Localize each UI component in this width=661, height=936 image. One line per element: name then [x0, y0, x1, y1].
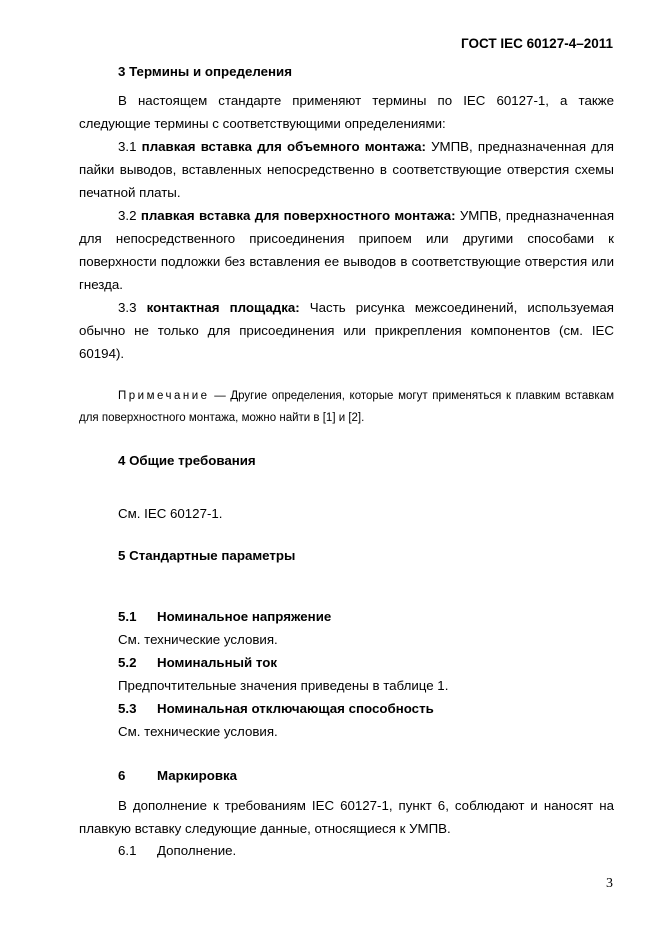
- subsection-5-2-title: Номинальный ток: [157, 655, 277, 670]
- note-label: Примечание: [118, 390, 210, 402]
- subsection-5-2-text: Предпочтительные значения приведены в таблице 1.: [118, 678, 449, 693]
- subsection-5-1-title: Номинальное напряжение: [157, 609, 332, 624]
- term-3-2-number: 3.2: [118, 208, 137, 223]
- term-3-3: [79, 296, 614, 365]
- term-3-1: [79, 135, 614, 204]
- term-3-2-definition: УМПВ, предназначенная для непосредственного присоединения припоем или другими способами к поверхности подложки без вставления ее выводов в соответствующие отверстия или гнезда.: [79, 208, 615, 292]
- section-6-title: Маркировка: [157, 768, 238, 783]
- section-4-heading: 4 Общие требования: [118, 453, 256, 468]
- section-4-text: См. IEC 60127-1.: [118, 506, 223, 521]
- subsection-5-3-title: Номинальная отключающая способность: [157, 701, 434, 716]
- subsection-6-1-number: 6.1: [118, 843, 137, 858]
- section-3-intro: В настоящем стандарте применяют термины по IEC 60127-1, а также следующие термины с соответствующими определениями:: [79, 93, 614, 131]
- subsection-5-2-number: 5.2: [118, 655, 137, 670]
- section-5-heading: 5 Стандартные параметры: [118, 548, 296, 563]
- subsection-5-1-number: 5.1: [118, 609, 137, 624]
- term-3-3-definition: Часть рисунка межсоединений, используемая обычно не только для присоединения или прикрепления компонентов (см. IEC 60194).: [79, 300, 614, 361]
- subsection-5-1-text: См. технические условия.: [118, 632, 278, 647]
- term-3-1-term: плавкая вставка для объемного монтажа:: [141, 139, 426, 154]
- term-3-3-number: 3.3: [118, 300, 137, 315]
- note: [79, 385, 614, 429]
- term-3-3-term: контактная площадка:: [146, 300, 300, 315]
- term-3-2-term: плавкая вставка для поверхностного монтажа:: [140, 208, 456, 223]
- subsection-6-1-heading: [118, 843, 236, 858]
- subsection-5-3-heading: [118, 701, 434, 716]
- term-3-1-definition: УМПВ, предназначенная для пайки выводов, вставленных непосредственно в соответствующие отверстия схемы печатной платы.: [79, 139, 614, 200]
- note-text: — Другие определения, которые могут применяться к плавким вставкам для поверхностного монтажа, можно найти в [1] и [2].: [79, 390, 614, 424]
- section-6-number: 6: [118, 768, 126, 783]
- subsection-5-3-number: 5.3: [118, 701, 137, 716]
- subsection-5-2-heading: [118, 655, 277, 670]
- subsection-5-3-text: См. технические условия.: [118, 724, 278, 739]
- section-6-heading: [118, 768, 237, 783]
- term-3-2: [79, 204, 614, 296]
- subsection-5-1-heading: [118, 609, 331, 624]
- document-code-header: ГОСТ IEC 60127-4–2011: [461, 36, 613, 51]
- section-3-heading: 3 Термины и определения: [118, 64, 292, 79]
- page-number: 3: [606, 876, 613, 891]
- section-6-text: В дополнение к требованиям IEC 60127-1, пункт 6, соблюдают и наносят на плавкую вставку следующие данные, относящиеся к УМПВ.: [79, 798, 614, 836]
- subsection-6-1-title: Дополнение.: [157, 843, 237, 858]
- term-3-1-number: 3.1: [118, 139, 137, 154]
